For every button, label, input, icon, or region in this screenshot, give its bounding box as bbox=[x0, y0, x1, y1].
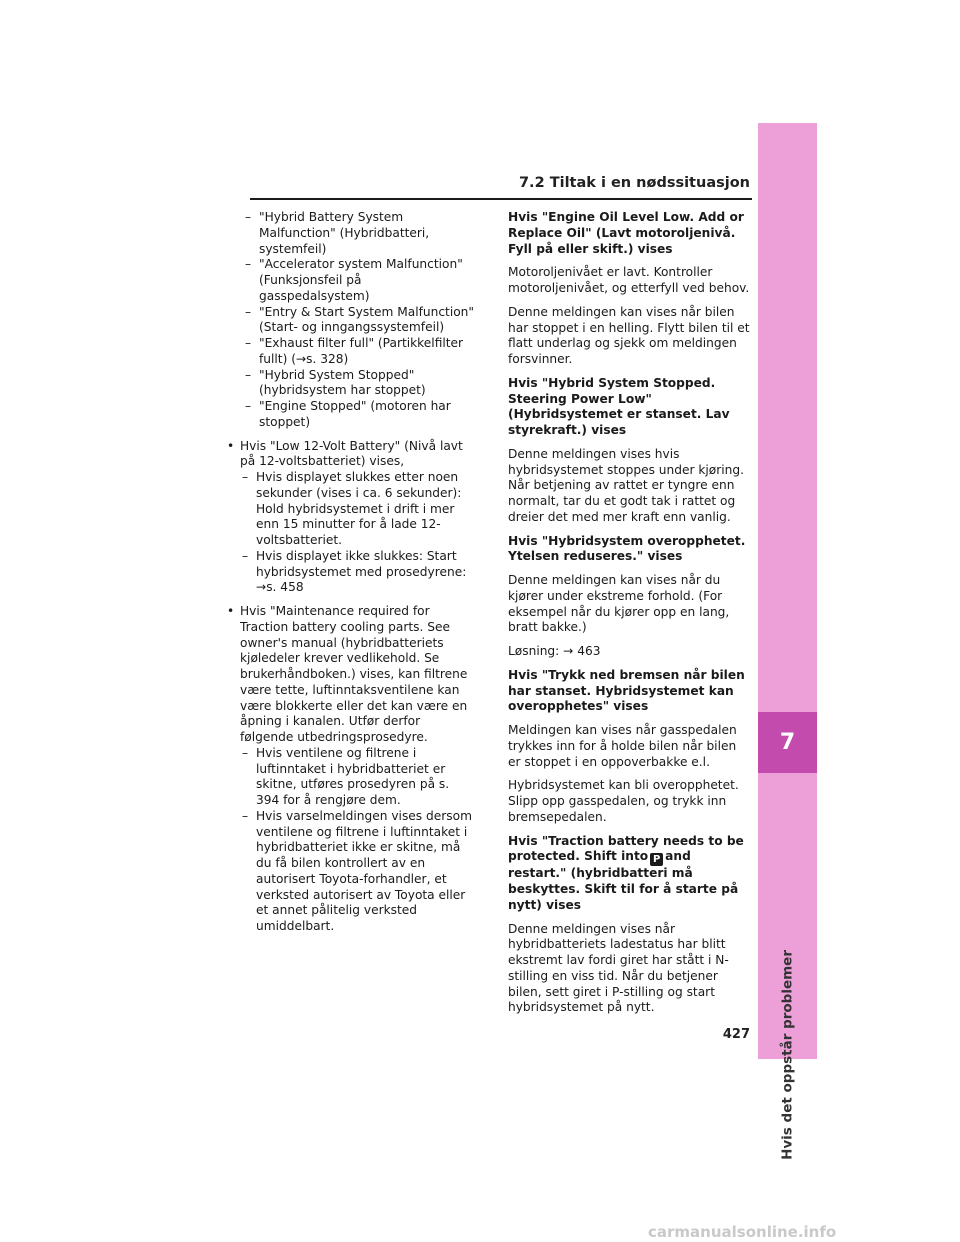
list-item: – "Accelerator system Malfunction" (Funksjonsfeil på gasspedalsystem) bbox=[243, 257, 475, 304]
list-item: – "Engine Stopped" (motoren har stoppet) bbox=[243, 399, 475, 431]
heading-brake-overheat: Hvis "Trykk ned bremsen når bilen har stanset. Hybridsystemet kan overopphetes" vises bbox=[508, 667, 745, 714]
paragraph: Denne meldingen vises hvis hybridsystemet stoppes under kjøring. Når betjening av rattet er tyngre enn normalt, tar du et godt tak i rattet og dreier det med mer kraft enn vanlig. bbox=[508, 446, 744, 524]
paragraph: Løsning: → 463 bbox=[508, 644, 601, 658]
chapter-number: 7 bbox=[758, 712, 817, 773]
right-column bbox=[508, 210, 752, 1024]
chapter-side-tab bbox=[758, 123, 817, 1059]
list-item: – "Exhaust filter full" (Partikkelfilter fullt) (→s. 328) bbox=[243, 336, 475, 368]
heading-text: and restart." (hybridbatteri må beskyttes. Skift til for å starte på nytt) vises bbox=[508, 849, 739, 912]
list-item: – "Hybrid Battery System Malfunction" (Hybridbatteri, systemfeil) bbox=[243, 210, 475, 257]
dash-list-battery bbox=[240, 470, 475, 596]
heading-traction-battery bbox=[508, 834, 752, 914]
section-header: 7.2 Tiltak i en nødssituasjon bbox=[518, 175, 750, 191]
list-item: – Hvis displayet ikke slukkes: Start hybridsystemet med prosedyrene: →s. 458 bbox=[240, 549, 475, 596]
list-item: – "Hybrid System Stopped" (hybridsystem har stoppet) bbox=[243, 368, 475, 400]
paragraph: Motoroljenivået er lavt. Kontroller motoroljenivået, og etterfyll ved behov. bbox=[508, 265, 750, 295]
heading-text: Hvis "Traction battery needs to be protected. Shift into bbox=[508, 833, 744, 864]
paragraph: Meldingen kan vises når gasspedalen trykkes inn for å holde bilen når bilen er stoppet i en oppoverbakke e.l. bbox=[508, 723, 737, 769]
list-item: – Hvis ventilene og filtrene i luftinntaket i hybridbatteriet er skitne, utføres prosedyren på s. 394 for å rengjøre dem. bbox=[240, 746, 475, 809]
list-item: – Hvis displayet slukkes etter noen sekunder (vises i ca. 6 sekunder): Hold hybridsystemet i drift i mer enn 15 minutter for å lade 12-voltsbatteriet. bbox=[240, 470, 475, 549]
page-number: 427 bbox=[722, 1027, 750, 1042]
watermark: carmanualsonline.info bbox=[648, 1223, 837, 1241]
left-column bbox=[227, 210, 475, 935]
dash-list-maintenance bbox=[240, 746, 475, 935]
paragraph: Denne meldingen vises når hybridbatteriets ladestatus har blitt ekstremt lav fordi giret har stått i N-stilling en viss tid. Når du betjener bilen, sett giret i P-stilling og start hybridsystemet på nytt. bbox=[508, 921, 729, 1015]
chapter-title: Hvis det oppstår problemer bbox=[779, 950, 796, 1160]
heading-engine-oil: Hvis "Engine Oil Level Low. Add or Replace Oil" (Lavt motoroljenivå. Fyll på eller skift.) vises bbox=[508, 210, 744, 256]
heading-overheated: Hvis "Hybridsystem overopphetet. Ytelsen reduseres." vises bbox=[508, 533, 746, 564]
list-item: – "Entry & Start System Malfunction" (Start- og inngangssystemfeil) bbox=[243, 305, 475, 337]
paragraph: Denne meldingen kan vises når du kjører under ekstreme forhold. (For eksempel når du kjører opp en lang, bratt bakke.) bbox=[508, 573, 730, 635]
bullet-low-12v-battery: • Hvis "Low 12-Volt Battery" (Nivå lavt på 12-voltsbatteriet) vises, bbox=[227, 439, 475, 471]
paragraph: Denne meldingen kan vises når bilen har stoppet i en helling. Flytt bilen til et flatt underlag og sjekk om meldingen forsvinner. bbox=[508, 304, 750, 366]
paragraph: Hybridsystemet kan bli overopphetet. Slipp opp gasspedalen, og trykk inn bremsepedalen. bbox=[508, 778, 739, 824]
park-p-icon: P bbox=[650, 853, 663, 866]
list-item: – Hvis varselmeldingen vises dersom ventilene og filtrene i luftinntaket i hybridbatteriet ikke er skitne, må du få bilen kontrollert av en autorisert Toyota-forhandler, et verksted autorisert av Toyota eller et annet pålitelig verksted umiddelbart. bbox=[240, 809, 475, 935]
bullet-maintenance-required: • Hvis "Maintenance required for Traction battery cooling parts. See owner's manual (hybridbatteriets kjøledeler krever vedlikehold. Se brukerhåndboken.) vises, kan filtrene være tette, luftinntaksventilene kan være blokkerte eller det kan være en åpning i kanalen. Utfør derfor følgende utbedringsprosedyre. bbox=[227, 604, 475, 746]
dash-list-top bbox=[243, 210, 475, 431]
header-rule bbox=[250, 198, 752, 200]
heading-hybrid-stopped: Hvis "Hybrid System Stopped. Steering Power Low" (Hybridsystemet er stanset. Lav styrekraft.) vises bbox=[508, 375, 730, 437]
